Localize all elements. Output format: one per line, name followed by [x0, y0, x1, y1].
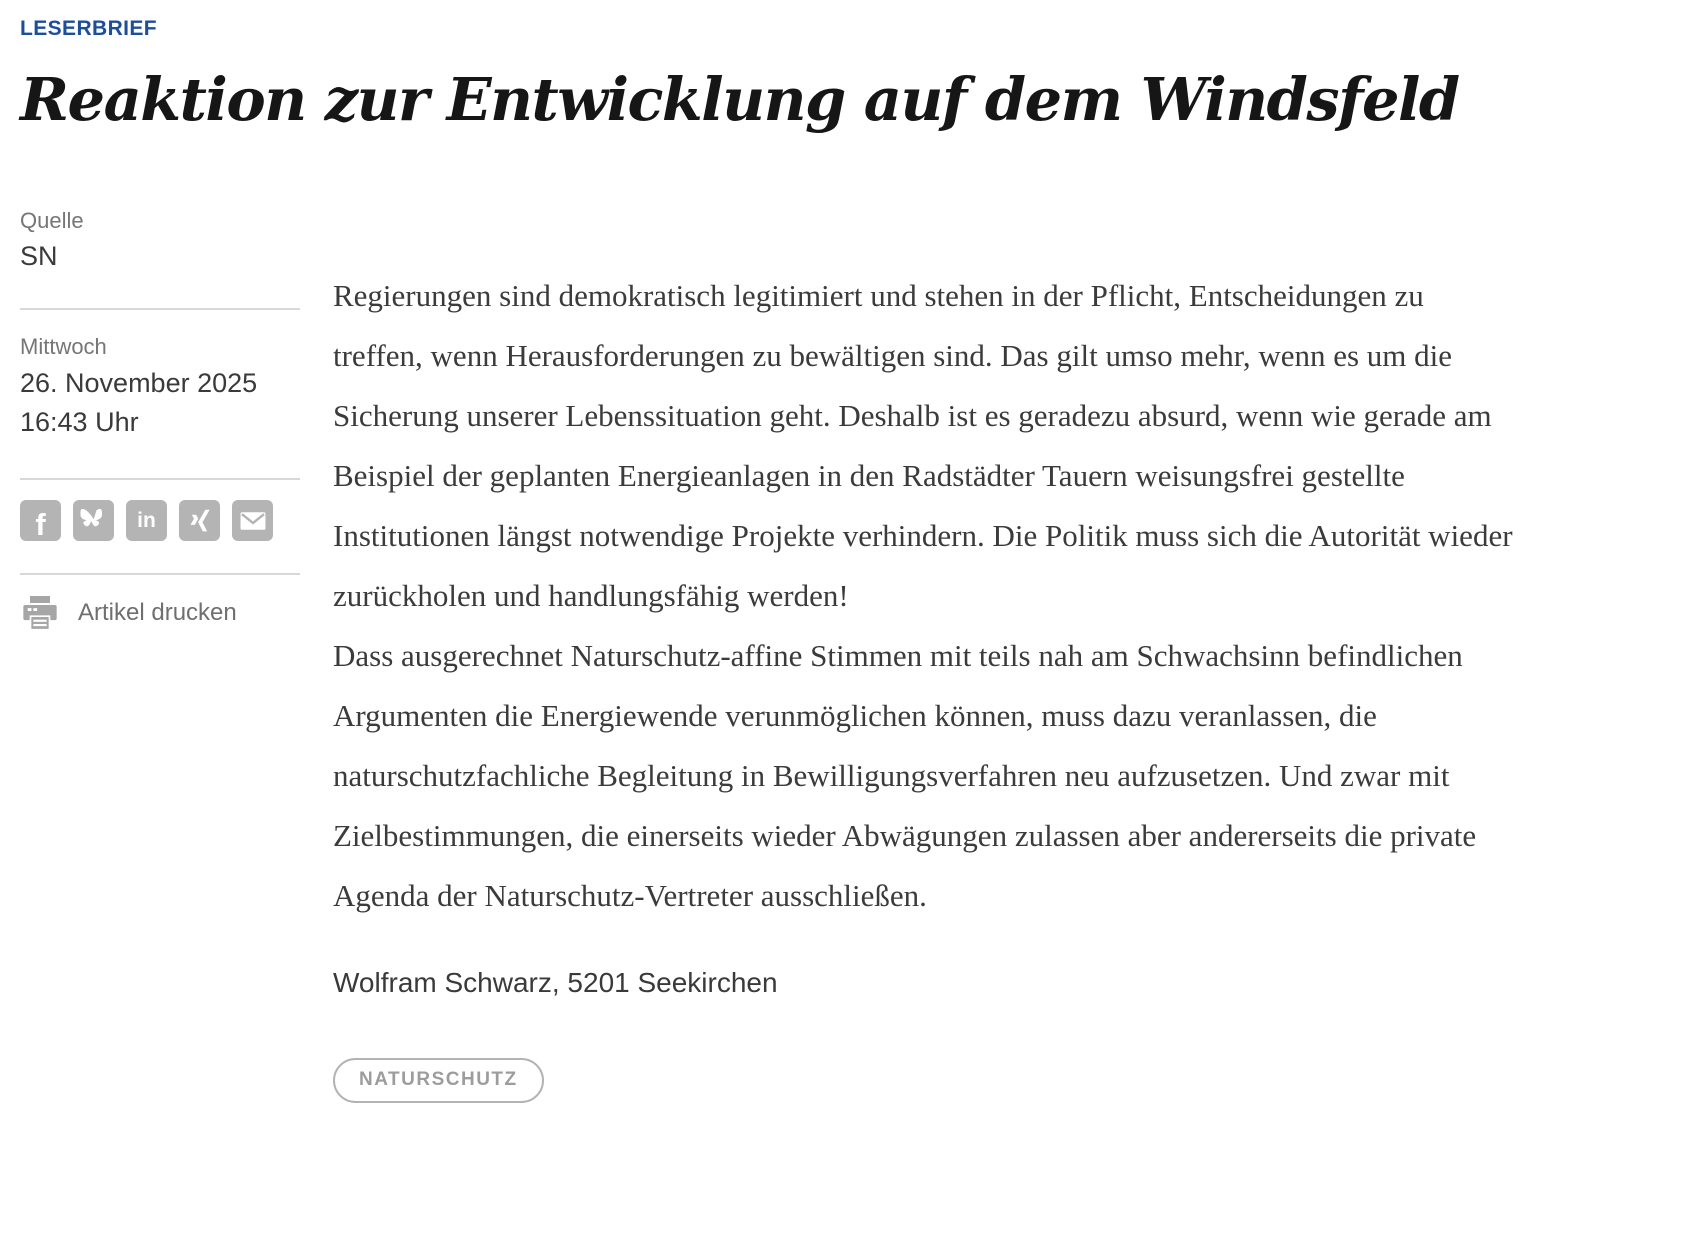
source-label: Quelle	[20, 208, 84, 233]
category-kicker[interactable]: LESERBRIEF	[20, 17, 158, 40]
weekday-label: Mittwoch	[20, 334, 107, 359]
bluesky-butterfly-icon	[80, 507, 107, 534]
print-article-button[interactable]	[20, 575, 300, 633]
source-block	[20, 208, 300, 308]
share-email-button[interactable]	[232, 500, 273, 541]
share-linkedin-button[interactable]	[126, 500, 167, 541]
time-value: 16:43 Uhr	[20, 407, 139, 437]
share-xing-button[interactable]	[179, 500, 220, 541]
print-label: Artikel drucken	[78, 599, 237, 626]
meta-sidebar	[20, 208, 300, 1103]
share-facebook-button[interactable]	[20, 500, 61, 541]
date-block	[20, 310, 300, 478]
xing-icon	[187, 508, 213, 534]
date-value: 26. November 2025	[20, 368, 258, 398]
tag-naturschutz[interactable]: NATURSCHUTZ	[333, 1058, 544, 1103]
content-columns	[20, 208, 1662, 1103]
author-line: Wolfram Schwarz, 5201 Seekirchen	[333, 967, 778, 998]
printer-icon	[20, 593, 60, 633]
email-envelope-icon	[236, 504, 270, 538]
article-header	[20, 16, 1662, 140]
article-paragraph: Regierungen sind demokratisch legitimiert und stehen in der Pflicht, Entscheidungen zu treffen, wenn Herausforderungen zu bewältigen sind. Das gilt umso mehr, wenn es um die Sicherung unserer Lebenssituation geht. Deshalb ist es geradezu absurd, wenn wie gerade am Beispiel der geplanten Energieanlagen in den Radstädter Tauern weisungsfrei gestellte Institutionen längst notwendige Projekte verhindern. Die Politik muss sich die Autorität wieder zurückholen und handlungsfähig werden!	[333, 278, 1513, 613]
facebook-icon: f	[35, 507, 46, 541]
share-buttons	[20, 480, 300, 573]
page-title: Reaktion zur Entwicklung auf dem Windsfeld	[20, 65, 1459, 134]
article-body	[333, 208, 1518, 1103]
share-bluesky-button[interactable]	[73, 500, 114, 541]
linkedin-icon: in	[137, 509, 156, 532]
tag-row	[333, 1058, 1518, 1103]
article-paragraph: Dass ausgerechnet Naturschutz-affine Stimmen mit teils nah am Schwachsinn befindlichen Argumenten die Energiewende verunmöglichen können, muss dazu veranlassen, die naturschutzfachliche Begleitung in Bewilligungsverfahren neu aufzusetzen. Und zwar mit Zielbestimmungen, die einerseits wieder Abwägungen zulassen aber andererseits die private Agenda der Naturschutz-Vertreter ausschließen.	[333, 638, 1477, 913]
source-value: SN	[20, 241, 58, 271]
